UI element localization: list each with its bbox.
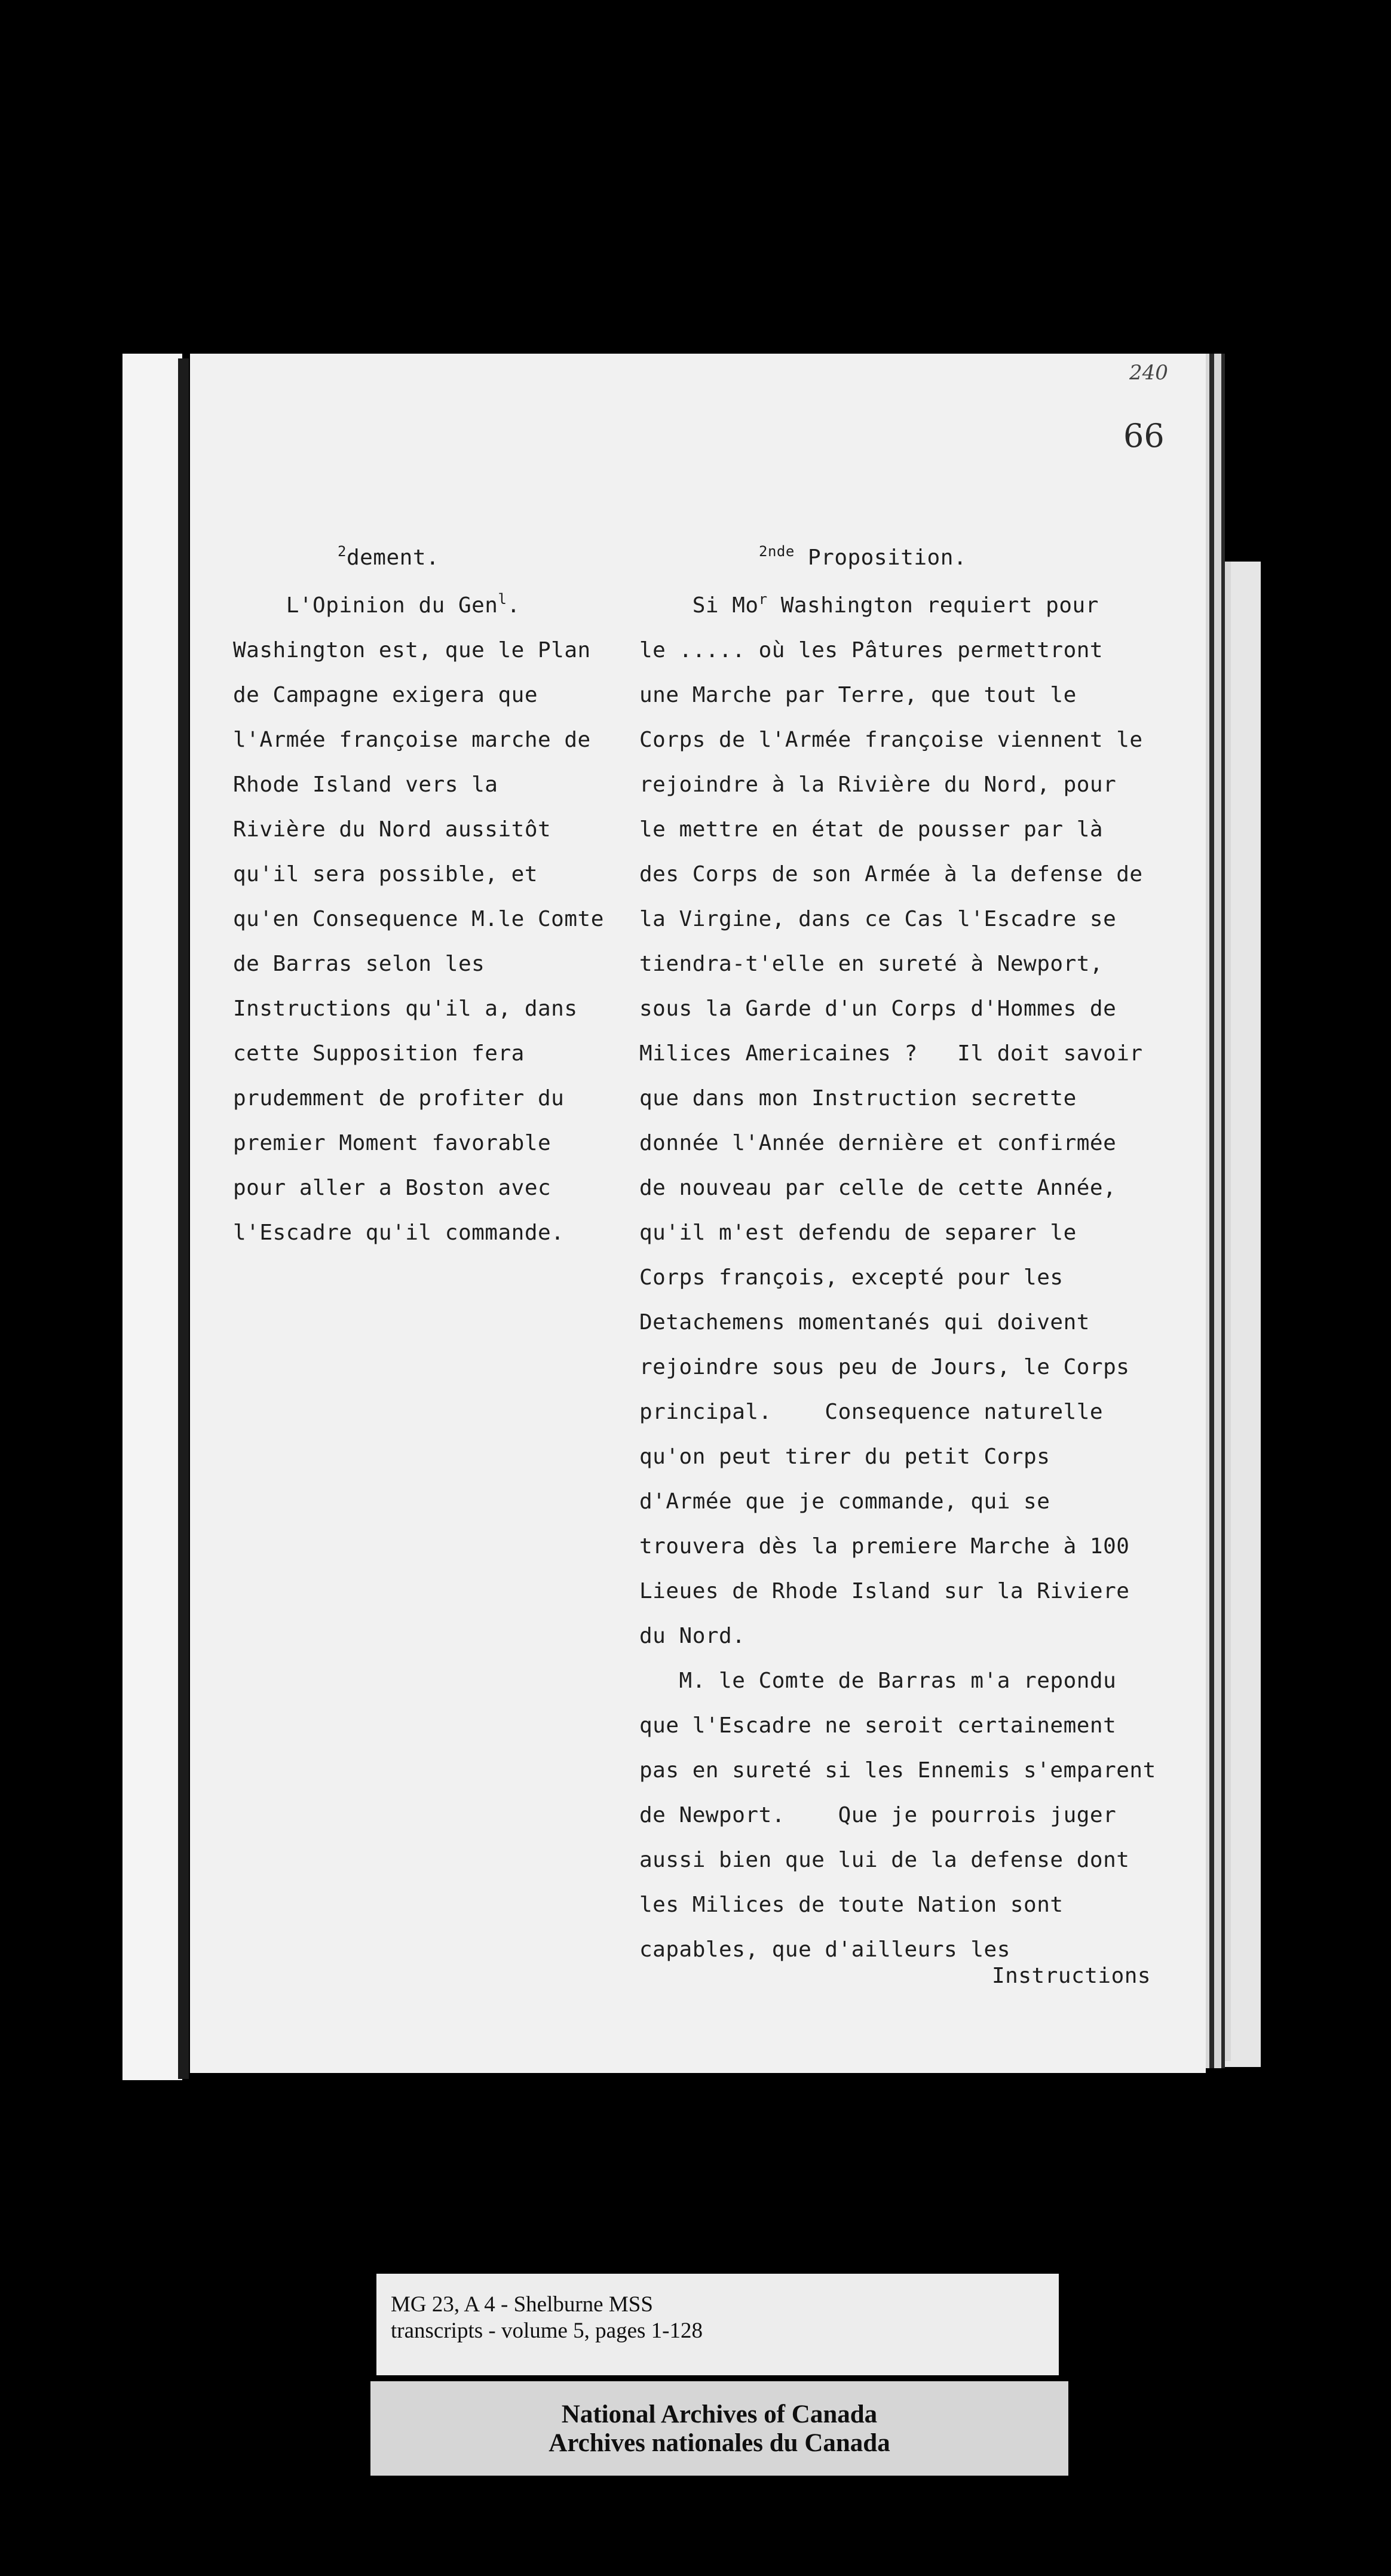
text-line: Washington est, que le Plan	[233, 638, 591, 663]
left-column-text	[233, 583, 604, 1255]
text-line: de Newport. Que je pourrois juger	[639, 1803, 1117, 1827]
collection-reference: MG 23, A 4 - Shelburne MSS	[391, 2292, 653, 2317]
text-line: une Marche par Terre, que tout le	[639, 683, 1077, 707]
text-line: trouvera dès la premiere Marche à 100	[639, 1534, 1130, 1559]
text-line: donnée l'Année dernière et confirmée	[639, 1131, 1117, 1155]
text-line: prudemment de profiter du	[233, 1086, 565, 1111]
right-heading: $^{2nde}$ Proposition.	[759, 543, 967, 570]
text-line: le ..... où les Pâtures permettront	[639, 638, 1104, 663]
folio-number: 66	[1123, 417, 1165, 455]
text-line: pas en sureté si les Ennemis s'emparent	[639, 1758, 1156, 1783]
archive-label	[370, 2381, 1068, 2476]
text-line: que dans mon Instruction secrette	[639, 1086, 1077, 1111]
catch-word: Instructions	[992, 1964, 1151, 1988]
text-line: Corps de l'Armée françoise viennent le	[639, 728, 1143, 752]
text-line: de nouveau par celle de cette Année,	[639, 1176, 1117, 1200]
heading-suffix: nde	[767, 543, 795, 560]
heading-suffix: dement	[346, 545, 426, 570]
text-line: Lieues de Rhode Island sur la Riviere	[639, 1579, 1130, 1603]
text-line: rejoindre à la Rivière du Nord, pour	[639, 772, 1117, 797]
text-line: l'Escadre qu'il commande.	[233, 1220, 565, 1245]
text-line: premier Moment favorable	[233, 1131, 552, 1155]
left-heading: $^2$dement.	[338, 543, 440, 570]
page-edge	[1214, 354, 1221, 2068]
text-line: Corps françois, excepté pour les	[639, 1265, 1064, 1290]
text-line: Milices Americaines ? Il doit savoir	[639, 1041, 1143, 1066]
text-line: Rivière du Nord aussitôt	[233, 817, 552, 842]
text-line: Detachemens momentanés qui doivent	[639, 1310, 1090, 1335]
right-column-text	[639, 583, 1156, 1972]
heading-number: 2	[759, 543, 768, 560]
text-line: qu'il sera possible, et	[233, 862, 538, 887]
collection-pages: transcripts - volume 5, pages 1-128	[391, 2319, 703, 2343]
text-line: capables, que d'ailleurs les	[639, 1937, 1010, 1962]
archive-name-french: Archives nationales du Canada	[549, 2429, 890, 2457]
text-line: M. le Comte de Barras m'a repondu	[639, 1669, 1117, 1693]
text-line: tiendra-t'elle en sureté à Newport,	[639, 952, 1104, 976]
text-line: de Barras selon les	[233, 952, 485, 976]
page-edge	[1225, 562, 1231, 2061]
heading-number: 2	[338, 543, 347, 560]
text-line: le mettre en état de pousser par là	[639, 817, 1104, 842]
text-line: d'Armée que je commande, qui se	[639, 1489, 1050, 1514]
page-edge	[1209, 354, 1214, 2068]
text-line: qu'il m'est defendu de separer le	[639, 1220, 1077, 1245]
text-line: les Milices de toute Nation sont	[639, 1893, 1064, 1917]
text-line: des Corps de son Armée à la defense de	[639, 862, 1143, 887]
text-line: aussi bien que lui de la defense dont	[639, 1848, 1130, 1872]
binding-shadow	[178, 358, 189, 2079]
text-line: principal. Consequence naturelle	[639, 1400, 1104, 1424]
text-line: Si Mo$^r$ Washington requiert pour	[692, 591, 1099, 618]
text-line: pour aller a Boston avec	[233, 1176, 552, 1200]
text-line: sous la Garde d'un Corps d'Hommes de	[639, 996, 1117, 1021]
text-line: la Virgine, dans ce Cas l'Escadre se	[639, 907, 1117, 931]
pencil-page-number: 240	[1129, 361, 1168, 385]
binding-spine	[122, 354, 182, 2080]
text-line: qu'en Consequence M.le Comte	[233, 907, 604, 931]
text-line: du Nord.	[639, 1624, 746, 1648]
text-line: Instructions qu'il a, dans	[233, 996, 578, 1021]
text-line: Rhode Island vers la	[233, 772, 498, 797]
collection-label	[376, 2274, 1059, 2375]
text-line: qu'on peut tirer du petit Corps	[639, 1445, 1050, 1469]
text-line: que l'Escadre ne seroit certainement	[639, 1713, 1117, 1738]
archive-name-english: National Archives of Canada	[561, 2400, 878, 2428]
text-line: de Campagne exigera que	[233, 683, 538, 707]
text-line: L'Opinion du Gen$^l$.	[286, 591, 520, 618]
text-line: rejoindre sous peu de Jours, le Corps	[639, 1355, 1130, 1379]
text-line: l'Armée françoise marche de	[233, 728, 591, 752]
text-line: cette Supposition fera	[233, 1041, 525, 1066]
